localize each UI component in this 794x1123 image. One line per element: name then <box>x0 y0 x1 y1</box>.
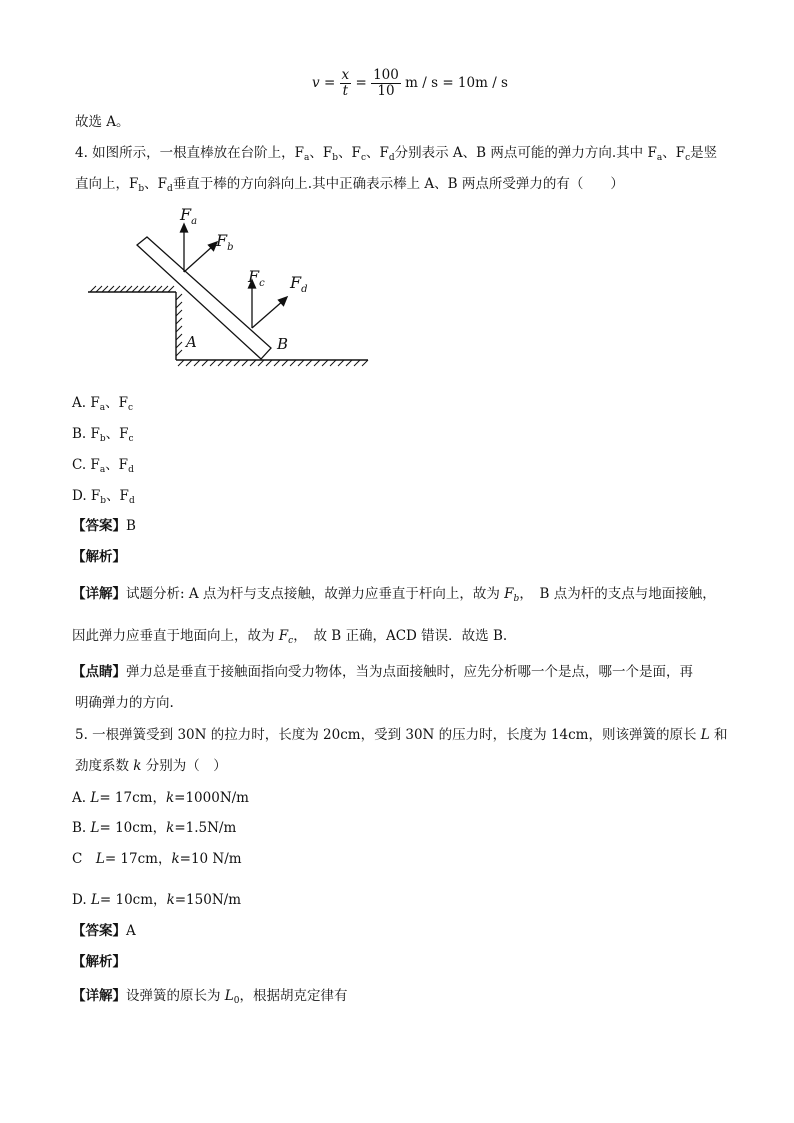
q4-text: 垂直于棒的方向斜向上.其中正确表示棒上 A、B 两点所受弹力的有（ ） <box>172 176 624 192</box>
detail-symbol-l: L <box>224 988 234 1004</box>
option-k: k <box>166 892 175 908</box>
q4-text: 分别表示 A、B 两点可能的弹力方向.其中 F <box>394 145 657 161</box>
q4-text: 是竖 <box>690 145 718 161</box>
detail-force-symbol: F <box>504 586 514 602</box>
q5-text: 劲度系数 <box>75 758 134 774</box>
label-fd: $F_d$ <box>290 273 308 295</box>
q4-sub: c <box>685 153 691 163</box>
option-prefix: B. <box>72 820 91 836</box>
q4-option-a <box>72 391 133 413</box>
label-fb: $F_b$ <box>216 231 234 253</box>
q4-stem-line1 <box>75 141 717 163</box>
option-prefix: D. <box>72 892 91 908</box>
q5-option-d <box>72 888 241 908</box>
q4-sub: b <box>332 153 339 163</box>
label-point-a: A <box>186 333 197 351</box>
fraction-numerator-x: x <box>341 67 350 83</box>
detail-text: 因此弹力应垂直于地面向上，故为 <box>72 628 279 644</box>
lower-ground-hatch <box>178 360 368 366</box>
option-sub: b <box>100 496 107 506</box>
option-sub: b <box>99 434 106 444</box>
option-sub: a <box>99 465 106 475</box>
option-sub: c <box>128 434 134 444</box>
q4-comment-line1 <box>72 660 693 680</box>
answer-value: A <box>126 923 136 939</box>
option-sub: d <box>128 465 134 475</box>
q5-stem-line1 <box>75 723 728 743</box>
force-arrows <box>181 224 288 328</box>
q4-option-d <box>72 484 135 506</box>
option-prefix: A. <box>72 790 91 806</box>
arrow-fd <box>252 300 284 328</box>
q5-answer <box>72 919 136 939</box>
option-text: =1000N/m <box>174 790 249 806</box>
option-text: = 10cm， <box>99 892 167 908</box>
option-l: L <box>90 790 100 806</box>
arrowhead-fa <box>181 224 188 232</box>
option-text: = 17cm， <box>99 790 166 806</box>
q4-sub: a <box>304 153 310 163</box>
q5-option-b <box>72 816 236 836</box>
label-point-b: B <box>277 335 289 353</box>
q5-text: 5. 一根弹簧受到 30N 的拉力时，长度为 20cm，受到 30N 的压力时，长度为 14cm，则该弹簧的原长 <box>75 727 701 743</box>
detail-text: ， B 点为杆的支点与地面接触， <box>519 586 716 602</box>
fraction-numerator-100: 100 <box>373 67 399 83</box>
q4-text: 、F <box>662 145 686 161</box>
q4-comment-line2: 明确弹力的方向. <box>75 695 174 711</box>
option-sub: a <box>99 403 106 413</box>
q4-detail-line1 <box>72 582 716 604</box>
option-text: =10 N/m <box>179 851 242 867</box>
q5-option-a <box>72 786 249 806</box>
answer-tag: 【答案】 <box>72 923 126 939</box>
option-text: 、F <box>105 395 128 411</box>
answer-tag: 【答案】 <box>72 518 126 534</box>
fraction-denominator-t: t <box>342 83 349 99</box>
fraction-100-over-10 <box>371 68 401 99</box>
option-k: k <box>171 851 180 867</box>
option-text: 、F <box>106 488 129 504</box>
option-text: C. F <box>72 457 100 473</box>
option-text: D. F <box>72 488 101 504</box>
option-k: k <box>166 820 175 836</box>
q4-text: 、F <box>309 145 333 161</box>
formula-eq2: = <box>355 75 367 91</box>
option-l: L <box>95 851 105 867</box>
option-text: = 17cm， <box>104 851 172 867</box>
q5-text: 分别为（ ） <box>141 758 227 774</box>
q5-symbol-k: k <box>133 758 142 774</box>
step-wall-hatch <box>176 294 182 356</box>
prev-conclusion: 故选 A。 <box>75 114 130 130</box>
q5-text: 和 <box>709 727 728 743</box>
q4-sub: b <box>138 184 145 194</box>
formula-unit: m / s <box>405 75 439 91</box>
detail-tag: 【详解】 <box>72 988 126 1004</box>
upper-ground-hatch <box>90 286 174 292</box>
detail-text: ， 故 B 正确，ACD 错误．故选 B. <box>293 628 508 644</box>
option-l: L <box>90 892 100 908</box>
option-text: = 10cm， <box>99 820 167 836</box>
formula-v: v <box>312 75 320 91</box>
q5-option-c <box>72 847 242 867</box>
label-fa: $F_a$ <box>180 205 198 227</box>
q4-sub: d <box>388 153 395 163</box>
q4-text: 、F <box>365 145 389 161</box>
velocity-formula <box>312 62 508 104</box>
detail-tag: 【详解】 <box>72 586 126 602</box>
q4-option-c <box>72 453 134 475</box>
q4-text: 直向上，F <box>75 176 139 192</box>
detail-sub: 0 <box>233 996 240 1006</box>
fraction-denominator-10: 10 <box>377 83 395 99</box>
detail-force-sub: b <box>513 594 520 604</box>
option-l: L <box>90 820 100 836</box>
answer-value: B <box>126 518 136 534</box>
q4-sub: a <box>656 153 663 163</box>
arrow-fb <box>184 245 214 272</box>
q4-text: 4. 如图所示，一根直棒放在台阶上，F <box>75 145 305 161</box>
q4-detail-line2 <box>72 624 507 646</box>
q4-text: 、F <box>338 145 361 161</box>
option-k: k <box>165 790 175 806</box>
detail-text: ，根据胡克定律有 <box>239 988 348 1004</box>
detail-force-symbol: F <box>278 628 289 644</box>
detail-text: 试题分析: A 点为杆与支点接触，故弹力应垂直于杆向上，故为 <box>126 586 505 602</box>
q4-answer <box>72 514 136 534</box>
option-text: =150N/m <box>174 892 241 908</box>
option-text: B. F <box>72 426 100 442</box>
q4-option-b <box>72 422 134 444</box>
q4-analysis-tag: 【解析】 <box>72 549 126 565</box>
comment-text: 弹力总是垂直于接触面指向受力物体，当为点面接触时，应先分析哪一个是点，哪一个是面，再 <box>126 664 693 680</box>
option-sub: c <box>127 403 133 413</box>
q4-stem-line2 <box>75 172 624 194</box>
option-sub: d <box>128 496 135 506</box>
rod <box>137 237 271 359</box>
rod-on-step-diagram <box>80 200 380 380</box>
option-text: 、F <box>105 426 129 442</box>
q4-text: 、F <box>144 176 168 192</box>
q5-stem-line2 <box>75 754 227 774</box>
formula-result: = 10m / s <box>442 75 508 91</box>
q5-analysis-tag: 【解析】 <box>72 954 126 970</box>
detail-force-sub: c <box>288 636 294 646</box>
q4-sub: c <box>360 153 366 163</box>
option-text: =1.5N/m <box>174 820 237 836</box>
fraction-x-over-t <box>340 68 352 99</box>
comment-tag: 【点睛】 <box>72 664 126 680</box>
q4-sub: d <box>167 184 173 194</box>
option-text: A. F <box>72 395 100 411</box>
q5-symbol-l: L <box>700 727 710 743</box>
q5-detail <box>72 984 348 1006</box>
label-fc: $F_c$ <box>248 267 265 289</box>
option-text: 、F <box>105 457 129 473</box>
detail-text: 设弹簧的原长为 <box>126 988 225 1004</box>
option-prefix: C <box>72 851 96 867</box>
formula-eq1: = <box>323 75 336 91</box>
